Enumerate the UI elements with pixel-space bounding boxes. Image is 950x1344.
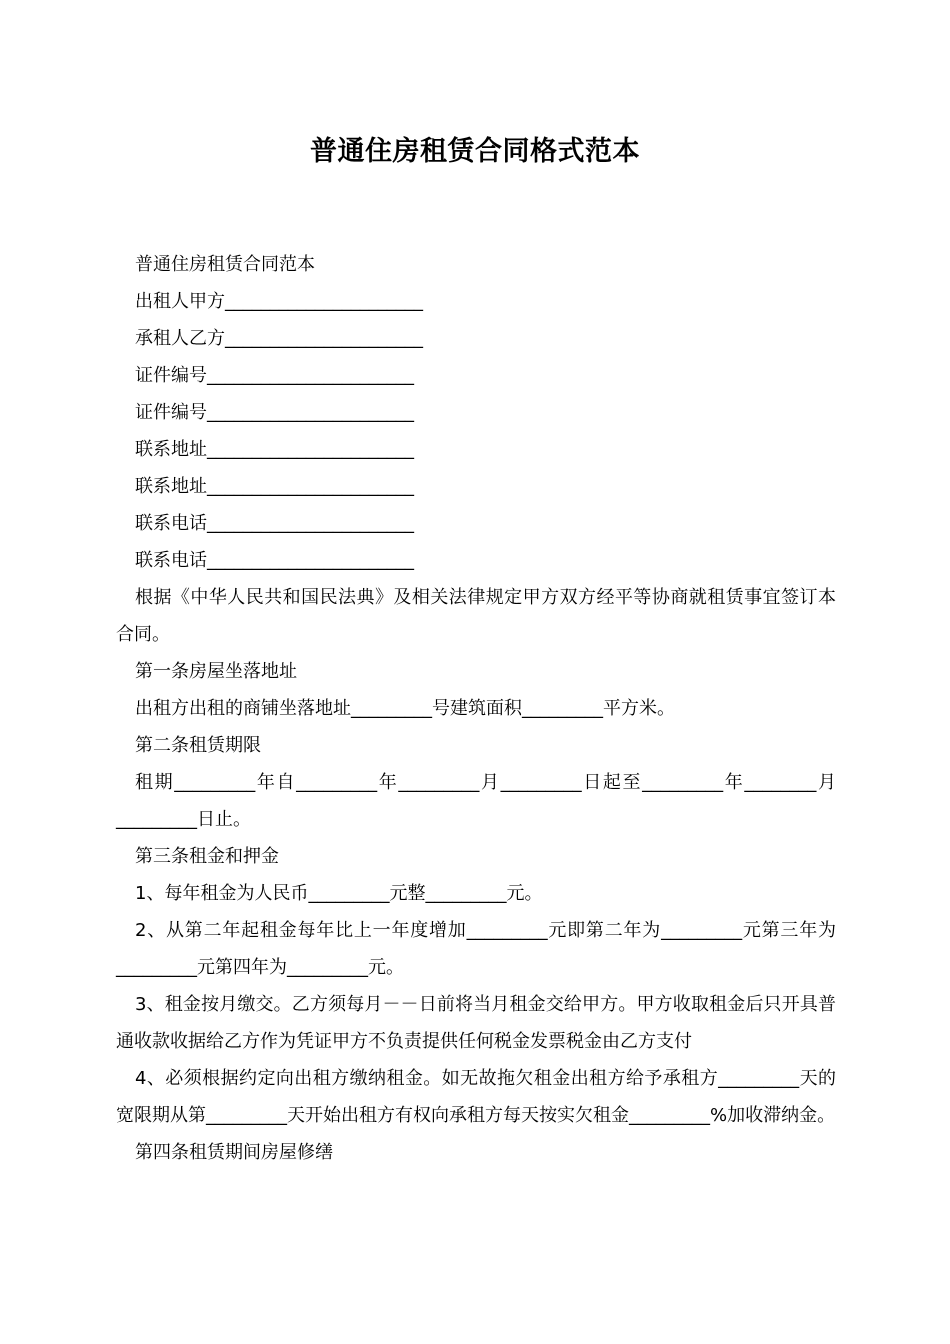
paragraph: 第二条租赁期限 (135, 735, 261, 756)
paragraph: 第一条房屋坐落地址 (135, 661, 297, 682)
paragraph: 证件编号_______________________ (135, 402, 414, 423)
paragraph: 承租人乙方______________________ (135, 328, 423, 349)
paragraph: 出租人甲方______________________ (135, 291, 423, 312)
document-title: 普通住房租赁合同格式范本 (310, 136, 640, 167)
paragraph: 第三条租金和押金 (135, 846, 279, 867)
paragraph: 联系电话_______________________ (135, 513, 414, 534)
paragraph: 出租方出租的商铺坐落地址_________号建筑面积_________平方米。 (135, 698, 675, 719)
paragraph: 联系电话_______________________ (135, 550, 414, 571)
paragraph: 租期_________年自_________年_________月_________日起至_________年________月_________日止。 (116, 772, 836, 830)
paragraph: 联系地址_______________________ (135, 439, 414, 460)
paragraph: 证件编号_______________________ (135, 365, 414, 386)
paragraph: 1、每年租金为人民币_________元整_________元。 (135, 883, 543, 904)
paragraph: 根据《中华人民共和国民法典》及相关法律规定甲方双方经平等协商就租赁事宜签订本合同。 (116, 587, 836, 645)
paragraph: 3、租金按月缴交。乙方须每月－－日前将当月租金交给甲方。甲方收取租金后只开具普通收款收据给乙方作为凭证甲方不负责提供任何税金发票税金由乙方支付 (116, 994, 836, 1052)
paragraph: 第四条租赁期间房屋修缮 (135, 1142, 333, 1163)
document-body (116, 246, 836, 1171)
paragraph: 4、必须根据约定向出租方缴纳租金。如无故拖欠租金出租方给予承租方_________天的宽限期从第_________天开始出租方有权向承租方每天按实欠租金_________%加收滞纳金。 (116, 1068, 836, 1126)
paragraph: 联系地址_______________________ (135, 476, 414, 497)
paragraph: 普通住房租赁合同范本 (135, 254, 315, 275)
paragraph: 2、从第二年起租金每年比上一年度增加_________元即第二年为_________元第三年为_________元第四年为_________元。 (116, 920, 836, 978)
